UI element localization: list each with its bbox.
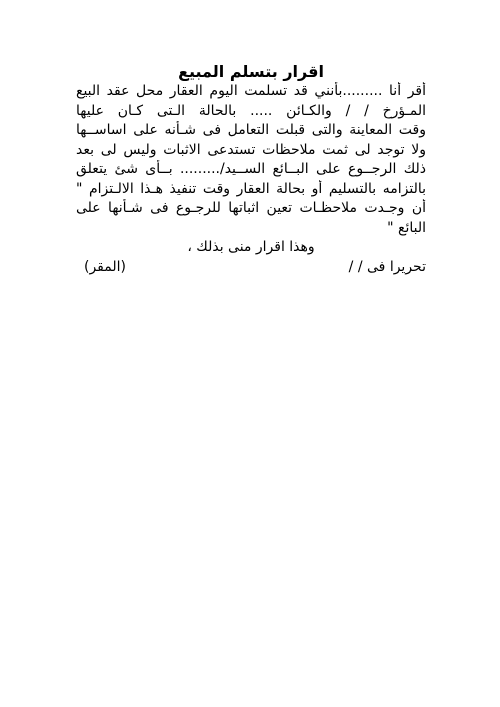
- body-line-6: بالتزامه بالتسليم أو بحالة العقار وقت تنفيذ هـذا الالـتزام ": [76, 180, 426, 197]
- body-line-7: أن وجـدت ملاحظـات تعين اثباتها للرجـوع فى شـأنها على: [76, 200, 426, 216]
- body-line-8: البائع ": [387, 219, 426, 236]
- body-line-1: أقر أنا .........بأنني قد تسلمت اليوم العقار محل عقد البيع: [76, 83, 426, 99]
- document-body: [76, 82, 426, 277]
- date-line: تحريرا فى / /: [348, 258, 426, 275]
- acknowledger-label: (المقر): [84, 258, 126, 275]
- document-title: اقرار بتسلم المبيع: [178, 62, 324, 81]
- body-line-5: ذلك الرجــوع على البــائع الســيد/......... بــأى شئ يتعلق: [76, 161, 426, 177]
- closing-statement: وهذا اقرار منى بذلك ،: [187, 239, 315, 255]
- body-line-2: المـؤرخ / / والكـائن ..... بالحالة الـتى كـان عليها: [76, 102, 426, 119]
- signature-line: [76, 258, 426, 278]
- body-line-3: وقت المعاينة والتى قبلت التعامل فى شـأنه على اساســها: [76, 122, 426, 138]
- body-line-4: ولا توجد لى ثمت ملاحظات تستدعى الاثبات وليس لى بعد: [76, 141, 426, 158]
